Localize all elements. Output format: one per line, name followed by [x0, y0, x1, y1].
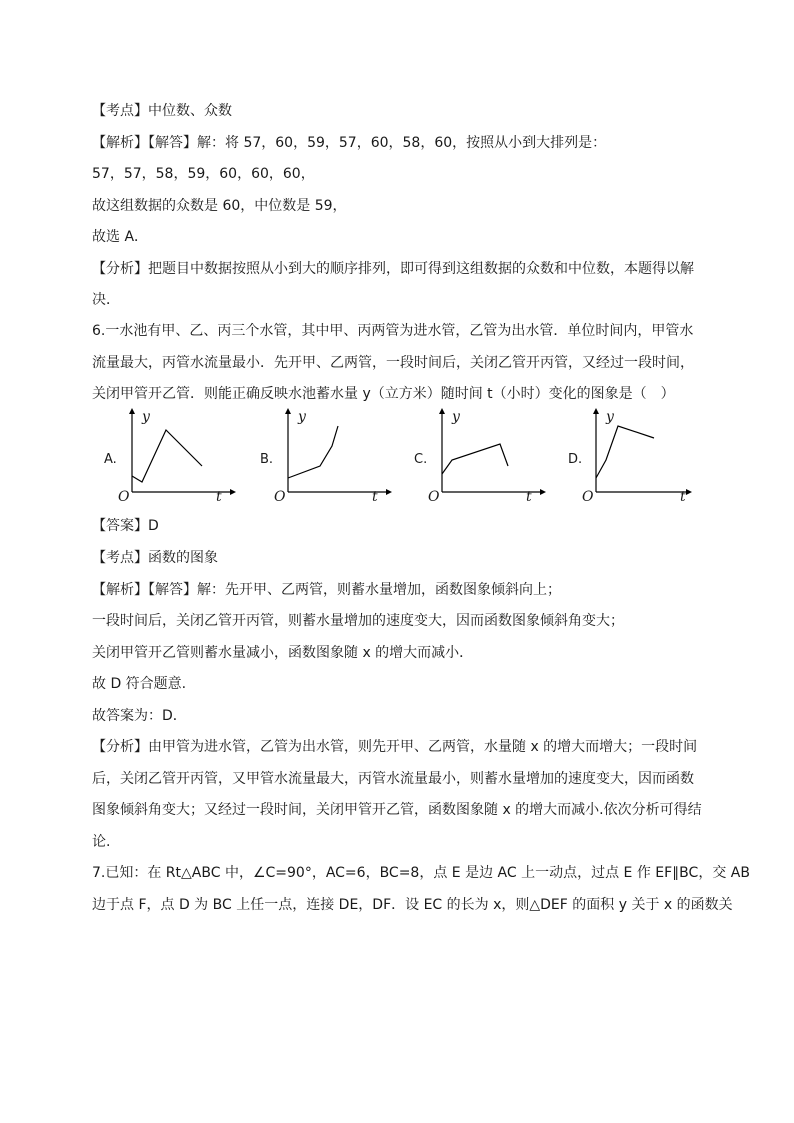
text-line-fenxi-2-b: 后，关闭乙管开丙管，又甲管水流量最大，丙管水流量最小，则蓄水量增加的速度变大，因而函数: [92, 771, 694, 787]
graph-a-t-arrow: [230, 489, 236, 495]
graph-b-t-arrow: [386, 489, 392, 495]
text-line-kaodian-2: 【考点】函数的图象: [92, 550, 218, 566]
text-line-kaodian-1: 【考点】中位数、众数: [92, 103, 232, 119]
graph-a-y-label: y: [142, 409, 150, 425]
graph-d-y-label: y: [606, 409, 614, 425]
text-line-jiexi-2: 【解析】【解答】解：先开甲、乙两管，则蓄水量增加，函数图象倾斜向上；: [92, 582, 561, 598]
question-6-line-2: 流量最大，丙管水流量最小．先开甲、乙两管，一段时间后，关闭乙管开丙管，又经过一段时间，: [92, 355, 694, 371]
question-6-line-1: 6.一水池有甲、乙、丙三个水管，其中甲、丙两管为进水管，乙管为出水管．单位时间内，甲管水: [92, 323, 694, 339]
text-line-mode-median: 故这组数据的众数是 60，中位数是 59，: [92, 198, 347, 214]
text-line-fenxi-2-d: 论.: [92, 834, 111, 850]
question-6-line-3: 关闭甲管开乙管．则能正确反映水池蓄水量 y（立方米）随时间 t（小时）变化的图象是（ ）: [92, 386, 675, 402]
question-7-line-1: 7.已知：在 Rt△ABC 中，∠C=90°，AC=6，BC=8，点 E 是边 AC 上一动点，过点 E 作 EF∥BC，交 AB: [92, 865, 750, 881]
graph-c-t-arrow: [540, 489, 546, 495]
graph-c-curve: [442, 444, 508, 474]
text-line-choose-a: 故选 A．: [92, 229, 149, 245]
graph-a-y-arrow: [129, 408, 135, 414]
option-graph-b: [260, 408, 390, 504]
graph-d-t-label: t: [680, 489, 686, 505]
graph-c-y-arrow: [439, 408, 445, 414]
graph-c-t-label: t: [526, 489, 532, 505]
graph-b-origin-label: O: [274, 489, 286, 505]
text-line-d-fits: 故 D 符合题意.: [92, 676, 187, 692]
text-line-jiexi-2-c: 关闭甲管开乙管则蓄水量减小，函数图象随 x 的增大而减小．: [92, 645, 474, 661]
graph-d-curve: [596, 426, 654, 478]
text-line-jiexi-1: 【解析】【解答】解：将 57，60，59，57，60，58，60，按照从小到大排列是：: [92, 135, 607, 151]
text-line-jiexi-2-b: 一段时间后，关闭乙管开丙管，则蓄水量增加的速度变大，因而函数图象倾斜角变大；: [92, 613, 624, 629]
graph-a-origin-label: O: [118, 489, 130, 505]
text-line-fenxi-1: 【分析】把题目中数据按照从小到大的顺序排列，即可得到这组数据的众数和中位数，本题得以解: [92, 261, 694, 277]
option-graph-a: [104, 408, 234, 504]
option-label-d: D.: [568, 452, 583, 467]
graph-c-y-label: y: [452, 409, 460, 425]
graph-b-y-label: y: [298, 409, 306, 425]
graph-b-y-arrow: [285, 408, 291, 414]
graph-d-t-arrow: [686, 489, 692, 495]
option-label-c: C.: [414, 452, 428, 467]
text-line-sorted: 57，57，58，59，60，60，60，: [92, 166, 315, 182]
graph-d-origin-label: O: [582, 489, 594, 505]
option-label-b: B.: [260, 452, 274, 467]
graph-b-curve: [288, 426, 338, 478]
text-line-answer-d: 故答案为：D．: [92, 708, 187, 724]
text-line-fenxi-2-a: 【分析】由甲管为进水管，乙管为出水管，则先开甲、乙两管，水量随 x 的增大而增大；一段时间: [92, 739, 698, 755]
option-graph-d: [568, 408, 698, 504]
graph-c-origin-label: O: [428, 489, 440, 505]
question-7-line-2: 边于点 F，点 D 为 BC 上任一点，连接 DE，DF．设 EC 的长为 x，则△DEF 的面积 y 关于 x 的函数关: [92, 897, 733, 913]
option-graph-c: [414, 408, 544, 504]
text-line-fenxi-2-c: 图象倾斜角变大；又经过一段时间，关闭甲管开乙管，函数图象随 x 的增大而减小.依次分析可得结: [92, 802, 702, 818]
graph-b-t-label: t: [372, 489, 378, 505]
graph-d-y-arrow: [593, 408, 599, 414]
graph-a-curve: [132, 430, 202, 482]
text-line-fenxi-1-cont: 决．: [92, 292, 120, 308]
option-label-a: A.: [104, 452, 117, 467]
graph-a-t-label: t: [216, 489, 222, 505]
answer-line: 【答案】D: [92, 518, 159, 534]
